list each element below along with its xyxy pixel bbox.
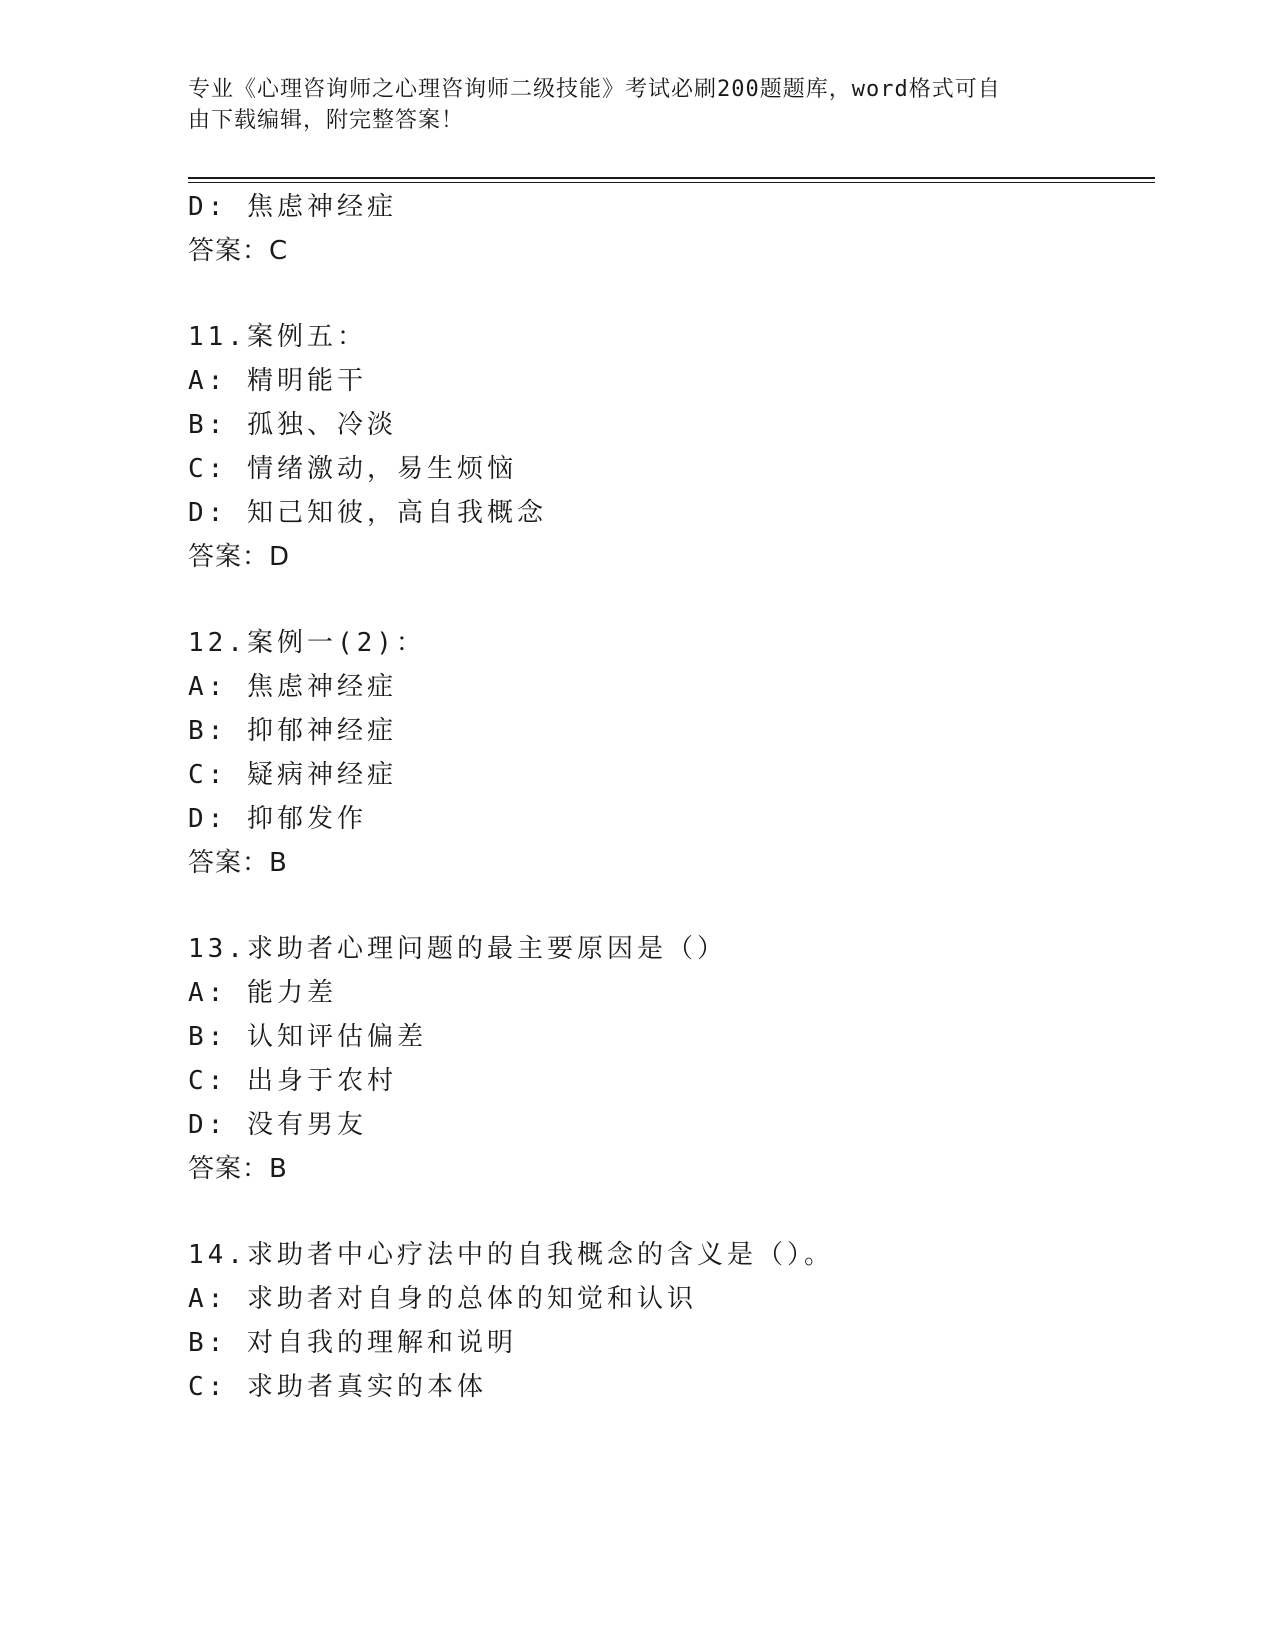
option-d: D: 抑郁发作	[188, 804, 367, 834]
header-divider-thin	[188, 182, 1155, 183]
option-b: B: 认知评估偏差	[188, 1022, 427, 1052]
answer-line: 答案：B	[188, 1154, 288, 1184]
option-c: C: 情绪激动，易生烦恼	[188, 454, 517, 484]
header-line-1: 专业《心理咨询师之心理咨询师二级技能》考试必刷200题题库，word格式可自	[188, 77, 1001, 102]
answer-line: 答案：C	[188, 236, 289, 266]
question-stem: 13.求助者心理问题的最主要原因是（）	[188, 934, 727, 964]
answer-line: 答案：B	[188, 848, 288, 878]
header-line-2: 由下载编辑，附完整答案！	[188, 108, 465, 133]
option-c: C: 出身于农村	[188, 1066, 397, 1096]
option-d: D: 焦虑神经症	[188, 192, 397, 222]
option-d: D: 没有男友	[188, 1110, 367, 1140]
option-c: C: 求助者真实的本体	[188, 1372, 487, 1402]
option-a: A: 能力差	[188, 978, 337, 1008]
answer-line: 答案：D	[188, 542, 291, 572]
option-b: B: 孤独、冷淡	[188, 410, 397, 440]
option-a: A: 精明能干	[188, 366, 367, 396]
header-divider-thick	[188, 177, 1155, 179]
question-stem: 12.案例一(2)：	[188, 628, 426, 658]
option-a: A: 焦虑神经症	[188, 672, 397, 702]
question-stem: 14.求助者中心疗法中的自我概念的含义是（）。	[188, 1240, 834, 1270]
question-stem: 11.案例五：	[188, 322, 367, 352]
option-b: B: 对自我的理解和说明	[188, 1328, 517, 1358]
option-a: A: 求助者对自身的总体的知觉和认识	[188, 1284, 697, 1314]
option-c: C: 疑病神经症	[188, 760, 397, 790]
document-header	[188, 74, 1068, 136]
option-b: B: 抑郁神经症	[188, 716, 397, 746]
option-d: D: 知己知彼，高自我概念	[188, 498, 547, 528]
